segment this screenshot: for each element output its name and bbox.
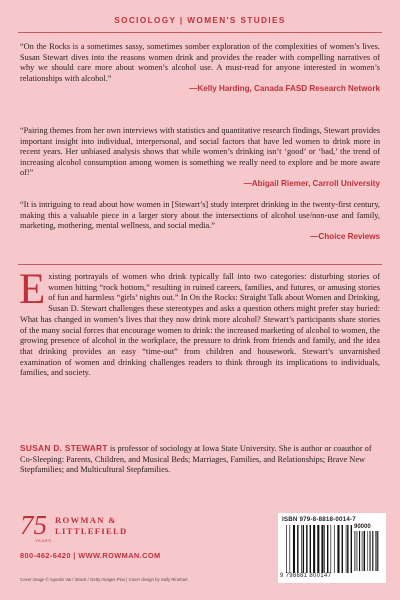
barcode-bar	[327, 525, 328, 573]
publisher-block	[20, 508, 230, 568]
barcode-bar	[369, 531, 370, 571]
barcode-bar	[347, 525, 348, 573]
barcode-bar	[330, 525, 331, 573]
barcode-bar	[342, 525, 343, 573]
author-bio	[20, 443, 380, 476]
blurb-3	[20, 200, 380, 242]
barcode-bar	[351, 525, 352, 573]
blurb-attribution: —Choice Reviews	[310, 231, 380, 241]
publisher-name	[55, 515, 128, 536]
barcode-bar	[377, 531, 378, 571]
barcode-bar	[301, 525, 302, 573]
barcode-bar	[313, 525, 315, 573]
divider	[18, 264, 382, 265]
barcode-bar	[321, 525, 323, 573]
anniversary-years: YEARS	[35, 538, 52, 543]
barcode-bar	[375, 531, 376, 571]
ean-digits: 9 798881 800147	[280, 573, 332, 579]
blurb-text: “Pairing themes from her own interviews with statistics and quantitative research findings, Stewart provides important insight into individual, interpersonal, and social factors that have led women to drink more in recent years. Her unbiased analysis shows that while women’s drinking isn’t ‘good’ or ‘bad,’ the trend of increasing alcohol consumption among women is something we really need to explore and be more aware of!”	[20, 126, 380, 178]
cover-credits: Cover image © Agustin Vai / iStock / Getty Images Plus | Cover design by Sally Rinehart	[20, 577, 188, 582]
description-text: xisting portrayals of women who drink typically fall into two categories: disturbing stories of women hitting “rock bottom,” resulting in ruined careers, families, and futures, or amusing stories of fun and harmless “girls’ nights out.” In On the Rocks: Straight Talk about Women and Drinking, Susan D. Stewart challenges these stereotypes and asks a question others might prefer stay buried: What has changed in women’s lives that they now drink more alcohol? Stewart’s participants share stories of the many social forces that encourage women to drink: the increased marketing of alcohol to women, the growing presence of alcohol in the workplace, the pressure to drink from friends and family, and the idea that drinking provides an easy “time-out” from children and housework. Stewart’s unvarnished examination of women and drinking challenges readers to think through its implications to individuals, families, and society.	[20, 272, 380, 378]
barcode-bar	[293, 525, 295, 573]
blurb-text: “It is intriguing to read about how women in [Stewart’s] study interpret drinking in the twenty-first century, making this a valuable piece in a larger story about the intersections of alcohol use/non-use and family, marketing, mothering, mental wellness, and social media.”	[20, 200, 380, 231]
author-bio-text: is professor of sociology at Iowa State University. She is author or coauthor of Co-Sleeping: Parents, Children, and Musical Beds; Marriages, Families, and Relationships; Brave New Stepfamilies; and Multicultural Stepfamilies.	[20, 444, 372, 475]
divider	[18, 32, 382, 33]
barcode-bar	[364, 531, 365, 571]
blurb-1	[20, 42, 380, 95]
addon-barcode	[354, 531, 380, 571]
barcode-bar	[372, 531, 373, 571]
barcode-bar	[346, 525, 347, 573]
barcode-bar	[310, 525, 311, 573]
barcode-bar	[357, 531, 358, 571]
barcode-bar	[370, 531, 371, 571]
author-name: SUSAN D. STEWART	[20, 443, 108, 453]
barcode-bar	[337, 525, 339, 573]
barcode-bar	[306, 525, 307, 573]
barcode-bar	[289, 525, 290, 573]
price-code: 90000	[354, 524, 371, 530]
ean-barcode	[286, 525, 352, 573]
barcode-bar	[317, 525, 319, 573]
barcode-bar	[303, 525, 304, 573]
anniversary-logo: 75	[20, 510, 47, 540]
blurb-2	[20, 126, 380, 190]
isbn-label: ISBN 979-8-8818-0014-7	[282, 516, 356, 523]
book-description	[19, 266, 380, 379]
category-label: SOCIOLOGY | WOMEN'S STUDIES	[114, 16, 286, 25]
barcode-bar	[356, 531, 357, 571]
barcode-bar	[354, 531, 355, 571]
barcode-bar	[297, 525, 298, 573]
blurb-attribution: —Abigail Riemer, Carroll University	[243, 178, 380, 188]
barcode-bar	[324, 525, 325, 573]
blurb-attribution: —Kelly Harding, Canada FASD Research Network	[189, 84, 380, 94]
barcode-bar	[363, 531, 364, 571]
barcode-bar	[286, 525, 287, 573]
barcode-bar	[367, 531, 368, 571]
publisher-name-line: ROWMAN &	[55, 515, 117, 525]
blurb-text: “On the Rocks is a sometimes sassy, sometimes somber exploration of the complexities of women’s lives. Susan Stewart dives into the reasons women drink and provides the reader with compelling narratives of why we should care more about women’s alcohol use. A must-read for anyone interested in women’s relationships with alcohol.”	[20, 42, 380, 83]
publisher-contact: 800-462-6420 | WWW.ROWMAN.COM	[20, 551, 161, 560]
barcode-bar	[334, 525, 335, 573]
publisher-name-line: LITTLEFIELD	[55, 525, 128, 536]
barcode-bar	[376, 531, 377, 571]
barcode-bar	[359, 531, 360, 571]
barcode-bar	[362, 531, 363, 571]
barcode	[278, 513, 386, 583]
drop-cap: E	[19, 266, 46, 313]
